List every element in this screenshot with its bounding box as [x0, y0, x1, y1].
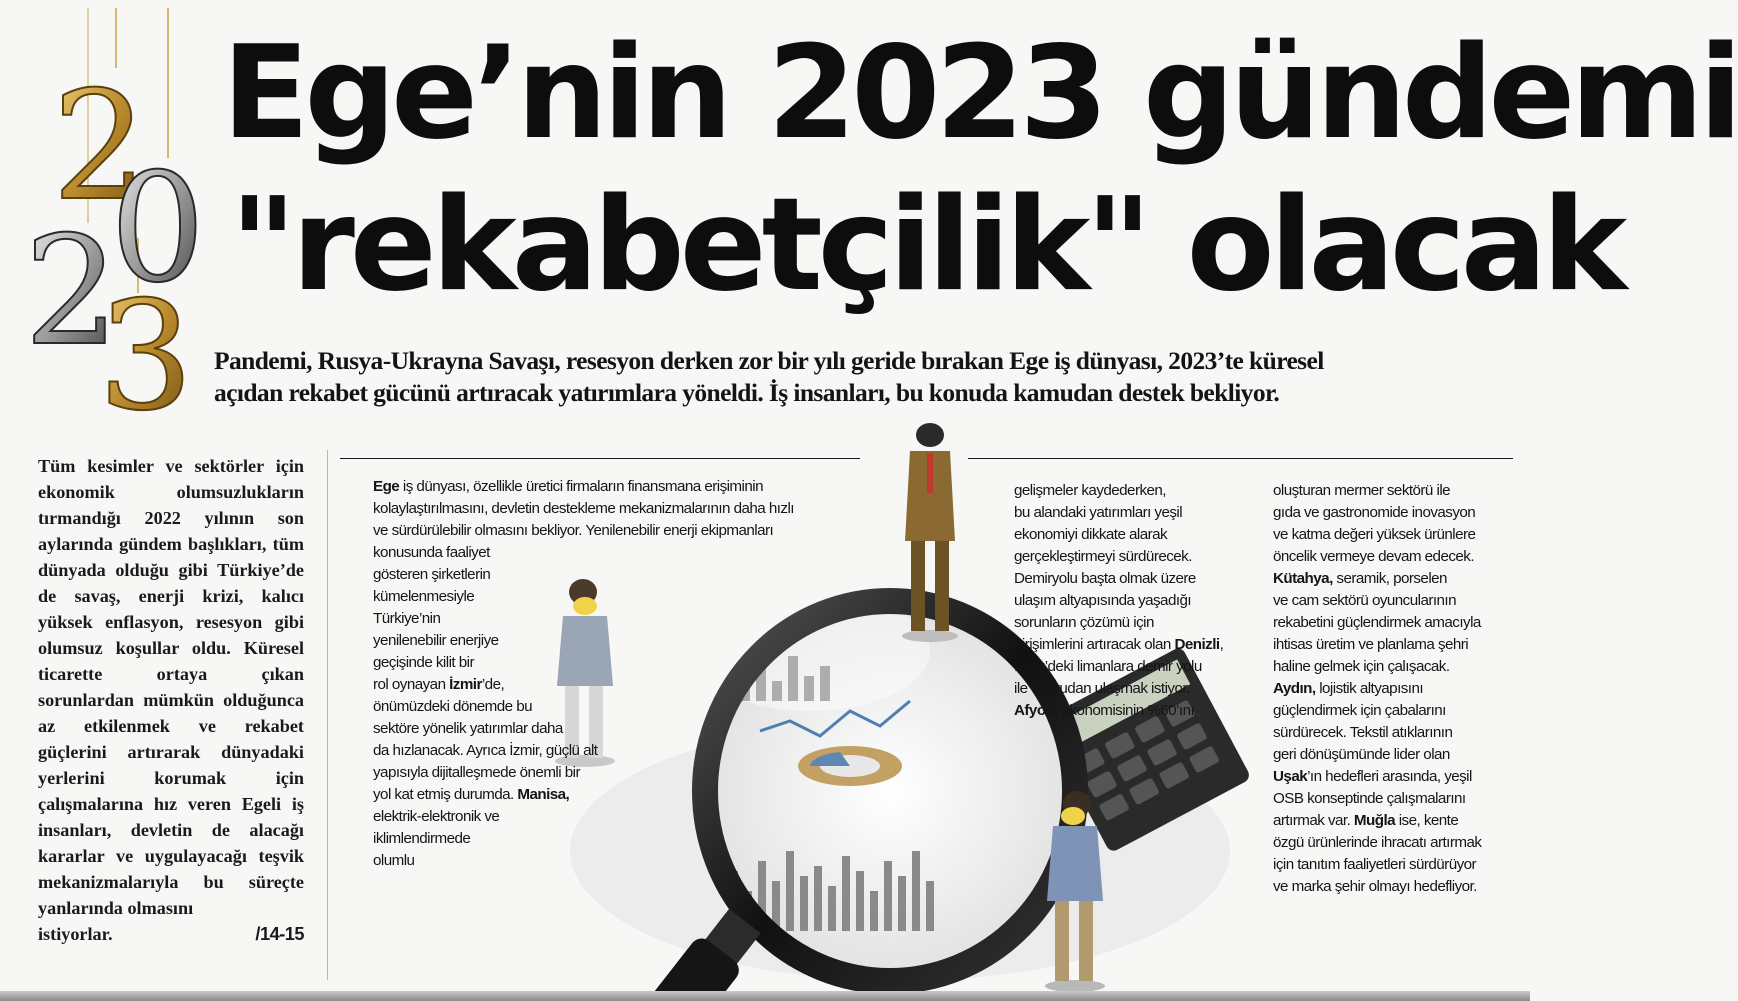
article-line: Afyon, ekonomisinin %60’ını — [1014, 702, 1195, 719]
article-line: konusunda faaliyet — [373, 544, 490, 561]
article-line: için tanıtım faaliyetleri sürdürüyor — [1273, 856, 1477, 873]
article-line: rol oynayan İzmir’de, — [373, 676, 505, 693]
article-line: ulaşım altyapısında yaşadığı — [1014, 592, 1192, 609]
article-column-3 — [1273, 480, 1513, 898]
article-line: rekabetini güçlendirmek amacıyla — [1273, 614, 1481, 631]
article-line: ve katma değeri yüksek ürünlere — [1273, 526, 1476, 543]
article-line: geri dönüşümünde lider olan — [1273, 746, 1450, 763]
article-line: ve cam sektörü oyuncularının — [1273, 592, 1456, 609]
article-line: İzmir’deki limanlara demir yolu — [1014, 658, 1202, 675]
article-line: haline gelmek için çalışacak. — [1273, 658, 1450, 675]
article-line: kolaylaştırılmasını, devletin destekleme mekanizmalarının daha hızlı — [373, 500, 794, 517]
article-line: özgü ürünlerinde ihracatı artırmak — [1273, 834, 1482, 851]
year-ornament — [18, 8, 238, 444]
article-column-2 — [1014, 480, 1244, 722]
article-line: olumlu — [373, 852, 415, 869]
article-line: ile doğrudan ulaşmak istiyor. — [1014, 680, 1190, 697]
article-line: yol kat etmiş durumda. Manisa, — [373, 786, 570, 803]
article-line: sektöre yönelik yatırımlar daha — [373, 720, 563, 737]
article-line: Kütahya, seramik, porselen — [1273, 570, 1447, 587]
article-line: elektrik-elektronik ve — [373, 808, 500, 825]
ornament-digit-2a: 2 — [52, 60, 148, 234]
article-line: yapısıyla dijitalleşmede önemli bir — [373, 764, 580, 781]
article-line: kümelenmesiyle — [373, 588, 475, 605]
article-line: artırmak var. Muğla ise, kente — [1273, 812, 1459, 829]
article-line: güçlendirmek için çabalarını — [1273, 702, 1446, 719]
article-line: Türkiye’nin — [373, 610, 441, 627]
article-line: bu alandaki yatırımları yeşil — [1014, 504, 1183, 521]
article-line: ihtisas üretim ve planlama şehri — [1273, 636, 1469, 653]
article-line: girişimlerini artıracak olan Denizli, — [1014, 636, 1224, 653]
intro-text: Tüm kesimler ve sektörler için ekonomik olumsuzlukların tırmandığı 2022 yılının son aylarında gündem başlıkları, tüm dünyada olduğu gibi Türkiye’de de savaş, enerji krizi, kalıcı yüksek enflasyon, resesyon gibi olumsuz koşullar oldu. Küresel ticarette ortaya çıkan sorunlardan mümkün olduğunca az etkilenmek ve rekabet güçlerini artırarak dünyadaki yerlerini korumak için çalışmalarına hız veren Egeli iş insanları, devletin de alacağı kararlar ve uygulayacağı teşvik mekanizmalarıyla bu süreçte yanlarında olmasını — [38, 456, 304, 918]
bottom-strip — [0, 991, 1530, 1001]
intro-last-word: istiyorlar. — [38, 924, 113, 944]
article-line: ve sürdürülebilir olmasını bekliyor. Yenilenebilir enerji ekipmanları — [373, 522, 774, 539]
article-line: geçişinde kilit bir — [373, 654, 474, 671]
ornament-digit-2b: 2 — [24, 205, 120, 379]
article-line: gerçekleştirmeyi sürdürecek. — [1014, 548, 1192, 565]
article-line: da hızlanacak. Ayrıca İzmir, güçlü alt — [373, 742, 598, 759]
article-line: sürdürecek. Tekstil atıklarının — [1273, 724, 1453, 741]
article-column-1 — [373, 476, 843, 872]
page-reference: /14-15 — [255, 924, 304, 944]
headline-line-2: "rekabetçilik" olacak — [230, 171, 1623, 320]
article-line: sorunların çözümü için — [1014, 614, 1154, 631]
intro-column — [38, 453, 304, 947]
subhead — [214, 345, 1514, 409]
article-line: OSB konseptinde çalışmalarını — [1273, 790, 1466, 807]
headline — [222, 18, 1738, 322]
ornament-digit-3: 3 — [98, 270, 194, 444]
article-line: öncelik vermeye devam edecek. — [1273, 548, 1474, 565]
subhead-line-1: Pandemi, Rusya-Ukrayna Savaşı, resesyon derken zor bir yılı geride bırakan Ege iş dünyası, 2023’te küresel — [214, 346, 1324, 375]
article-line: önümüzdeki dönemde bu — [373, 698, 533, 715]
article-line: ekonomiyi dikkate alarak — [1014, 526, 1168, 543]
article-line: gıda ve gastronomide inovasyon — [1273, 504, 1476, 521]
article-line: Uşak’ın hedefleri arasında, yeşil — [1273, 768, 1472, 785]
article-line: ve marka şehir olmayı hedefliyor. — [1273, 878, 1477, 895]
column-divider — [327, 450, 328, 980]
article-line: Aydın, lojistik altyapısını — [1273, 680, 1424, 697]
article-line: yenilenebilir enerjiye — [373, 632, 499, 649]
article-line: iklimlendirmede — [373, 830, 471, 847]
article-line: Demiryolu başta olmak üzere — [1014, 570, 1196, 587]
article-line: Ege iş dünyası, özellikle üretici firmaların finansmana erişiminin — [373, 478, 763, 495]
intro-last-line — [38, 921, 304, 947]
headline-line-1: Ege’nin 2023 gündemi — [222, 19, 1738, 168]
subhead-line-2: açıdan rekabet gücünü artıracak yatırımlara yöneldi. İş insanları, bu konuda kamudan destek bekliyor. — [214, 378, 1280, 407]
article-line: gösteren şirketlerin — [373, 566, 491, 583]
ornament-digit-0: 0 — [110, 142, 206, 316]
article-line: gelişmeler kaydederken, — [1014, 482, 1166, 499]
article-line: oluşturan mermer sektörü ile — [1273, 482, 1451, 499]
